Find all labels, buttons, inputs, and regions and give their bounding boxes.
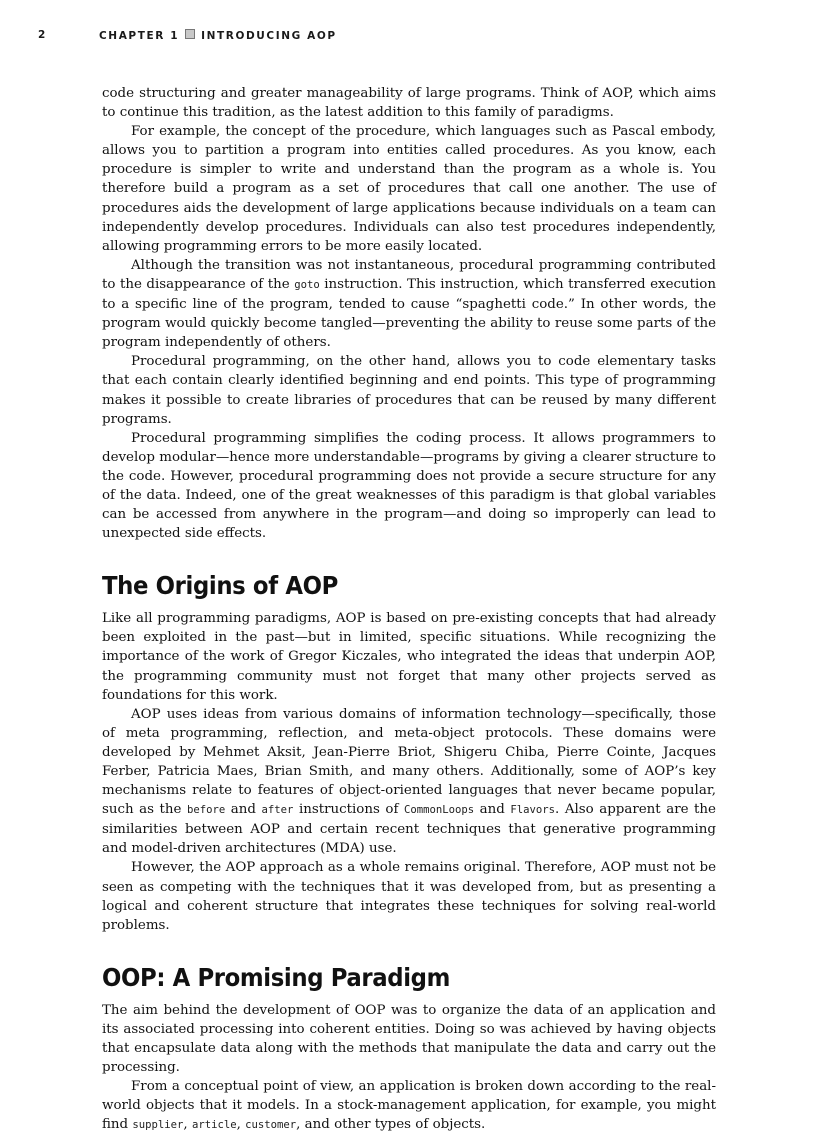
square-icon [185, 29, 195, 39]
code-inline: after [261, 804, 294, 817]
code-inline: before [187, 804, 226, 817]
chapter-label: CHAPTER 1 [99, 30, 180, 42]
running-header [38, 29, 776, 45]
paragraph: Procedural programming simplifies the coding process. It allows programmers to develop modular—hence more understandable—programs by giving a clearer structure to the code. However, procedural programming does not provide a secure structure for any of the data. Indeed, one of the great weaknesses of this paradigm is that global variables can be accessed from anywhere in the program—and doing so improperly can lead to unexpected side effects. [102, 430, 716, 542]
section-heading-oop: OOP: A Promising Paradigm [102, 962, 450, 992]
paragraph: For example, the concept of the procedure, which languages such as Pascal embody, allows you to partition a program into entities called procedures. As you know, each procedure is simpler to write and understand than the program as a whole is. You therefore build a program as a set of procedures that call one another. The use of procedures aids the development of large applications because individuals on a team can independently develop procedures. Individuals can also test procedures independently, allowing programming errors to be more easily located. [102, 124, 716, 254]
section-title: INTRODUCING AOP [201, 30, 337, 42]
section-heading-origins: The Origins of AOP [102, 571, 338, 601]
paragraph: However, the AOP approach as a whole remains original. Therefore, AOP must not be seen as competing with the techniques that it was developed from, but as presenting a logical and coherent structure that integrates these techniques for solving real-world problems. [102, 860, 716, 933]
code-inline: article [191, 1119, 237, 1132]
paragraph: From a conceptual point of view, an application is broken down according to the real-world objects that it models. In a stock-management application, for example, you might find supplier, article, customer, and other types of objects. [102, 1079, 716, 1133]
paragraph: The aim behind the development of OOP was to organize the data of an application and its associated processing into coherent entities. Doing so was achieved by having objects that encapsulate data along with the methods that manipulate the data and carry out the processing. [102, 1002, 716, 1076]
paragraph: code structuring and greater manageability of large programs. Think of AOP, which aims to continue this tradition, as the latest addition to this family of paradigms. [102, 86, 716, 121]
code-inline: goto [294, 278, 320, 291]
paragraph: Although the transition was not instantaneous, procedural programming contributed to the disappearance of the goto instruction. This instruction, which transferred execution to a specific line of the program, tended to cause “spaghetti code.” In other words, the program would quickly become tangled—preventing the ability to reuse some parts of the program independently of others. [102, 257, 716, 351]
paragraph: Procedural programming, on the other hand, allows you to code elementary tasks that each contain clearly identified beginning and end points. This type of programming makes it possible to create libraries of procedures that can be reused by many different programs. [102, 354, 716, 427]
code-inline: supplier [132, 1119, 184, 1132]
code-inline: CommonLoops [403, 804, 475, 817]
code-inline: Flavors [510, 804, 556, 817]
running-head [99, 29, 337, 42]
page-body [102, 84, 716, 1136]
paragraph: Like all programming paradigms, AOP is based on pre-existing concepts that had already been exploited in the past—but in limited, specific situations. While recognizing the importance of the work of Gregor Kiczales, who integrated the ideas that underpin AOP, the programming community must not forget that many other projects served as foundations for this work. [102, 611, 716, 703]
code-inline: customer [245, 1119, 297, 1132]
paragraph: AOP uses ideas from various domains of information technology—specifically, those of meta programming, reflection, and meta-object protocols. These domains were developed by Mehmet Aksit, Jean-Pierre Briot, Shigeru Chiba, Pierre Cointe, Jacques Ferber, Patricia Maes, Brian Smith, and many others. Additionally, some of AOP’s key mechanisms relate to features of object-oriented languages that never became popular, such as the before and after instructions of CommonLoops and Flavors. Also apparent are the similarities between AOP and certain recent techniques that generative programming and model-driven architectures (MDA) use. [102, 706, 716, 857]
page-number: 2 [38, 29, 47, 41]
